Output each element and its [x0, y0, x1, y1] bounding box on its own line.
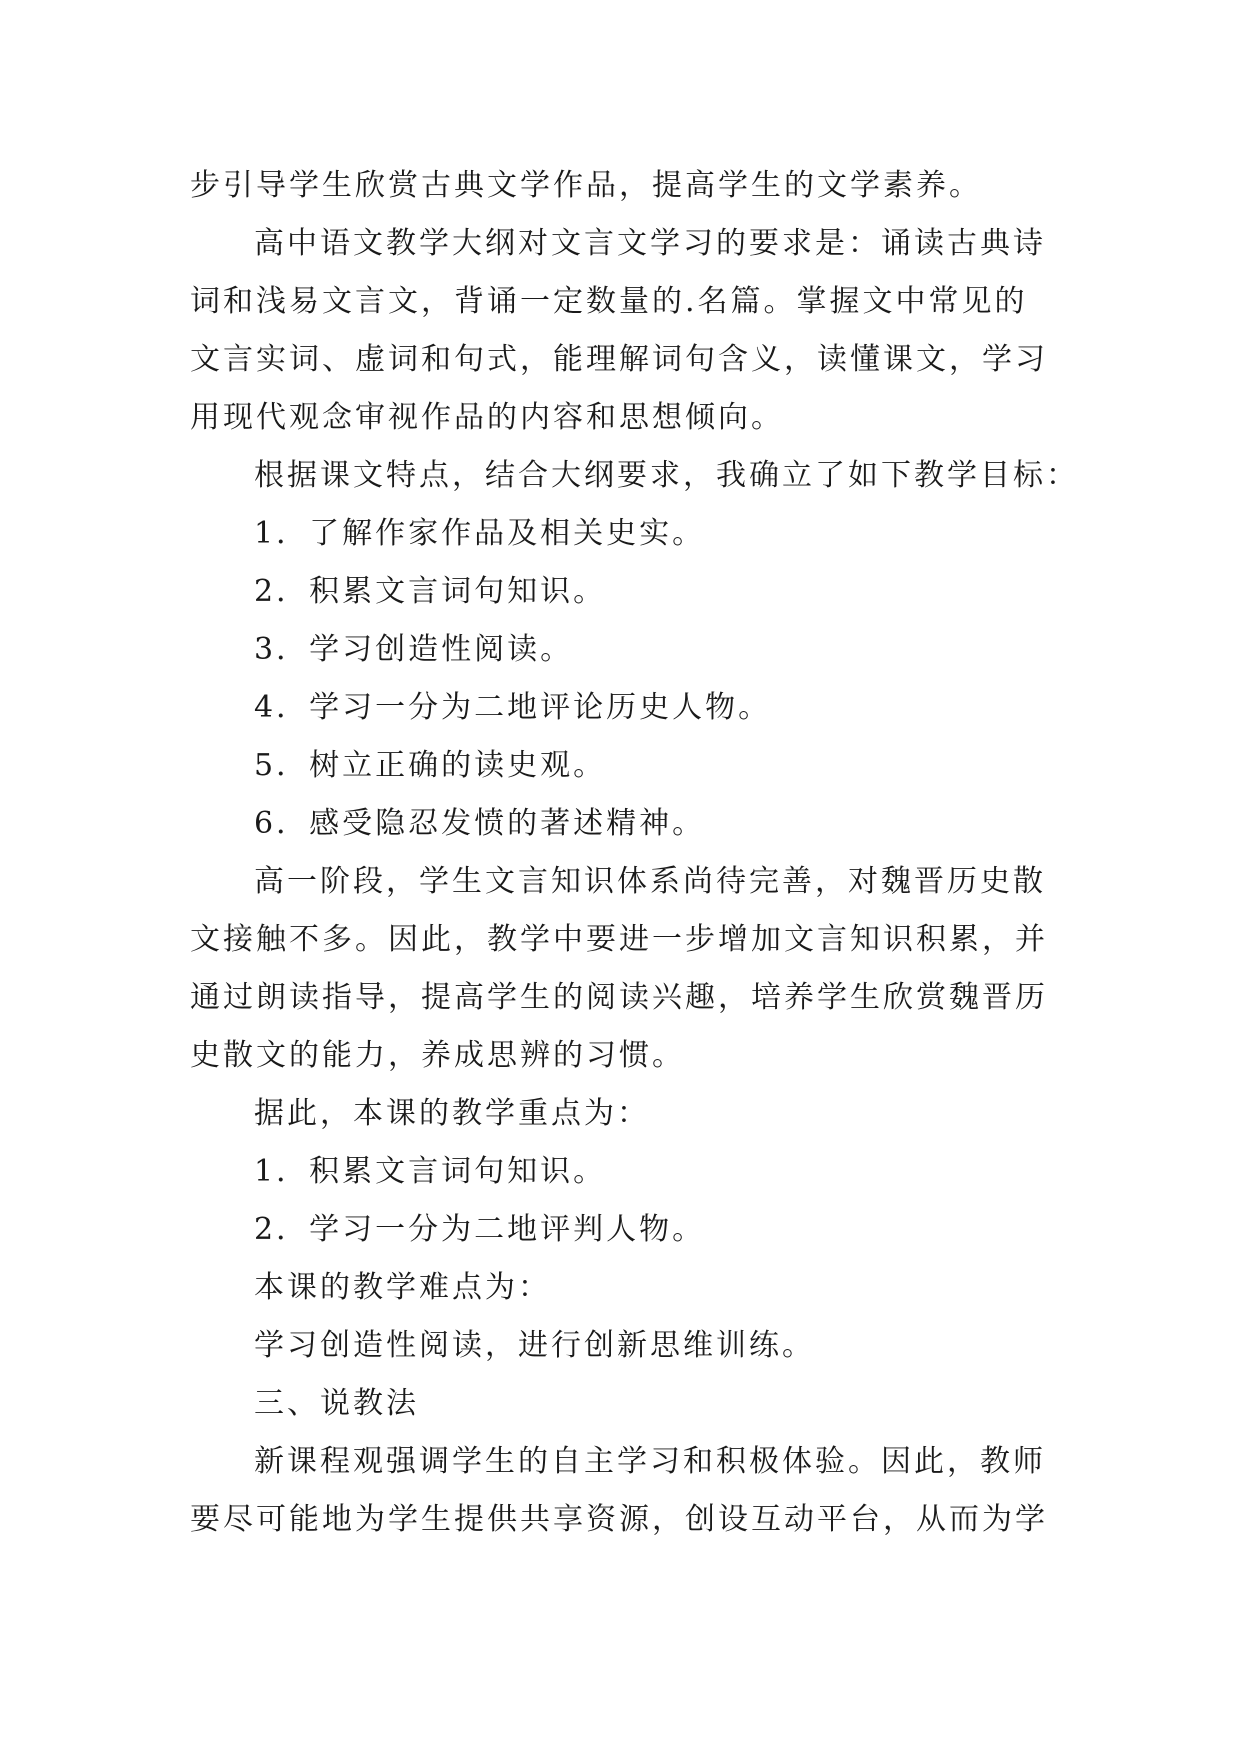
text-line: 文言实词、虚词和句式，能理解词句含义，读懂课文，学习: [190, 342, 1048, 377]
text-line: 学习创造性阅读，进行创新思维训练。: [254, 1328, 815, 1363]
text-line: 5．树立正确的读史观。: [254, 748, 607, 783]
text-line: 高中语文教学大纲对文言文学习的要求是：诵读古典诗: [254, 226, 1046, 261]
text-line: 1．了解作家作品及相关史实。: [254, 516, 706, 551]
document-body: [190, 157, 1079, 1549]
text-line: 根据课文特点，结合大纲要求，我确立了如下教学目标：: [254, 458, 1079, 493]
text-line: 史散文的能力，养成思辨的习惯。: [190, 1038, 685, 1073]
text-line: 文接触不多。因此，教学中要进一步增加文言知识积累，并: [190, 922, 1048, 957]
text-line: 4．学习一分为二地评论历史人物。: [254, 690, 772, 725]
text-line: 据此，本课的教学重点为：: [254, 1096, 650, 1131]
text-line: 要尽可能地为学生提供共享资源，创设互动平台，从而为学: [190, 1502, 1048, 1537]
text-line: 词和浅易文言文，背诵一定数量的.名篇。掌握文中常见的: [190, 284, 1028, 319]
text-line: 2．学习一分为二地评判人物。: [254, 1212, 706, 1247]
text-line: 步引导学生欣赏古典文学作品，提高学生的文学素养。: [190, 168, 982, 203]
text-line: 本课的教学难点为：: [254, 1270, 551, 1305]
text-line: 6．感受隐忍发愤的著述精神。: [254, 806, 706, 841]
text-line: 三、说教法: [254, 1386, 419, 1421]
text-line: 新课程观强调学生的自主学习和积极体验。因此，教师: [254, 1444, 1046, 1479]
text-line: 通过朗读指导，提高学生的阅读兴趣，培养学生欣赏魏晋历: [190, 980, 1048, 1015]
text-line: 2．积累文言词句知识。: [254, 574, 607, 609]
text-line: 1．积累文言词句知识。: [254, 1154, 607, 1189]
text-line: 3．学习创造性阅读。: [254, 632, 574, 667]
text-line: 用现代观念审视作品的内容和思想倾向。: [190, 400, 784, 435]
text-line: 高一阶段，学生文言知识体系尚待完善，对魏晋历史散: [254, 864, 1046, 899]
